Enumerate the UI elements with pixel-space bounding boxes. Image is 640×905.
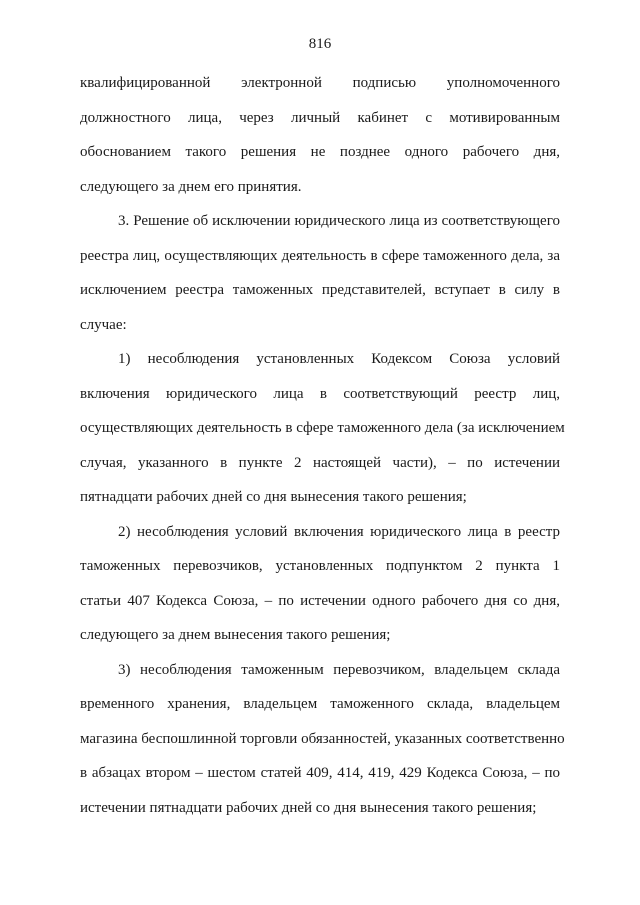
text-line: 3) несоблюдения таможенным перевозчиком, владельцем склада <box>118 661 560 678</box>
text-line: реестра лиц, осуществляющих деятельность в сфере таможенного дела, за <box>80 247 560 264</box>
text-line: 2) несоблюдения условий включения юридического лица в реестр <box>118 523 560 540</box>
text-line: временного хранения, владельцем таможенного склада, владельцем <box>80 696 560 712</box>
text-line: истечении пятнадцати рабочих дней со дня вынесения такого решения; <box>80 799 537 816</box>
paragraph <box>80 66 560 204</box>
text-line: пятнадцати рабочих дней со дня вынесения такого решения; <box>80 489 467 505</box>
text-line: случая, указанного в пункте 2 настоящей части), – по истечении <box>80 454 560 471</box>
text-line: в абзацах втором – шестом статей 409, 414, 419, 429 Кодекса Союза, – по <box>80 765 560 781</box>
paragraph <box>80 342 565 515</box>
text-line: должностного лица, через личный кабинет с мотивированным <box>80 109 560 126</box>
text-line: следующего за днем вынесения такого решения; <box>80 627 391 643</box>
page-number: 816 <box>308 36 332 52</box>
text-line: исключением реестра таможенных представителей, вступает в силу в <box>80 282 560 298</box>
text-line: осуществляющих деятельность в сфере таможенного дела (за исключением <box>80 420 565 436</box>
text-line: обоснованием такого решения не позднее одного рабочего дня, <box>80 144 560 160</box>
text-line: 1) несоблюдения установленных Кодексом Союза условий <box>118 351 560 367</box>
paragraph <box>80 204 560 342</box>
paragraph <box>80 515 560 653</box>
text-line: квалифицированной электронной подписью уполномоченного <box>80 75 560 91</box>
text-line: следующего за днем его принятия. <box>80 178 302 195</box>
text-line: таможенных перевозчиков, установленных подпунктом 2 пункта 1 <box>80 558 560 574</box>
text-line: магазина беспошлинной торговли обязанностей, указанных соответственно <box>80 730 565 747</box>
text-line: случае: <box>80 316 127 333</box>
text-line: включения юридического лица в соответствующий реестр лиц, <box>80 385 560 402</box>
paragraph <box>80 653 565 826</box>
document-body <box>80 66 565 825</box>
text-line: статьи 407 Кодекса Союза, – по истечении одного рабочего дня со дня, <box>80 592 560 609</box>
text-line: 3. Решение об исключении юридического лица из соответствующего <box>118 213 560 229</box>
